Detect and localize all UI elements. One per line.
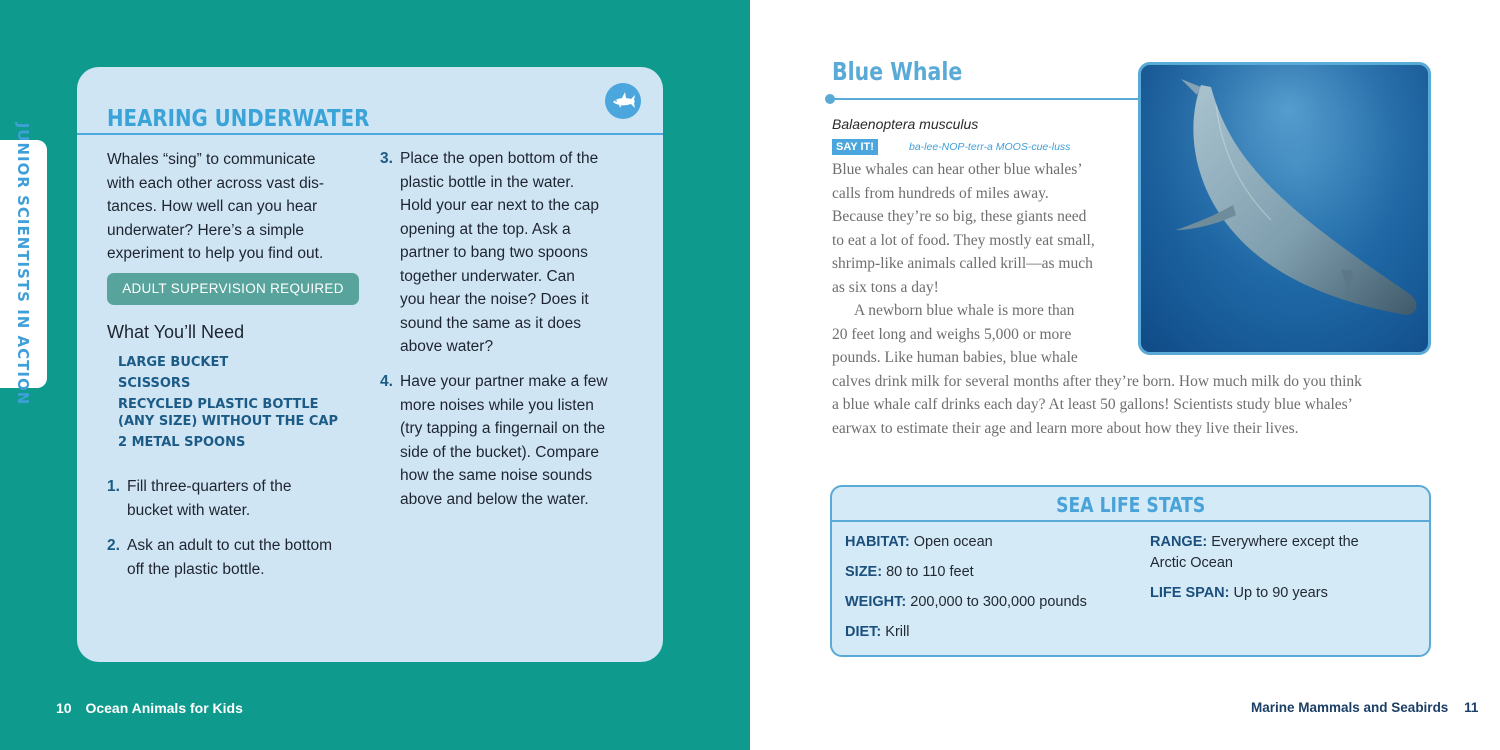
- intro-line: tances. How well can you hear: [107, 198, 318, 215]
- animal-title: Blue Whale: [832, 57, 963, 86]
- adult-supervision-badge: ADULT SUPERVISION REQUIRED: [107, 273, 359, 305]
- stat-value: 80 to 110 feet: [886, 564, 974, 580]
- stat-habitat: [845, 532, 993, 553]
- activity-title: HEARING UNDERWATER: [107, 106, 370, 132]
- stat-value: Open ocean: [913, 534, 993, 550]
- step-text: Have your partner make a few more noises while you listen (try tapping a fingernail on the side of the bucket). Compare how the same noise sounds above and below the water.: [400, 373, 608, 508]
- step-4: [380, 370, 650, 511]
- text-line: A newborn blue whale is more than: [854, 302, 1075, 319]
- stats-header: [832, 487, 1429, 522]
- step-3: [380, 147, 645, 359]
- text-line: calves drink milk for several months after they’re born. How much milk do you think: [832, 372, 1362, 390]
- stat-value: Krill: [885, 624, 910, 640]
- intro-line: with each other across vast dis-: [107, 174, 325, 192]
- stat-label: HABITAT:: [845, 534, 910, 550]
- supply-item: 2 METAL SPOONS: [118, 435, 246, 450]
- intro-line: Whales “sing” to communicate: [107, 151, 316, 168]
- text-line: Because they’re so big, these giants need: [832, 208, 1087, 225]
- stat-diet: [845, 622, 909, 643]
- text-line: as six tons a day!: [832, 278, 939, 296]
- step-text: Fill three-quarters of the bucket with water.: [127, 478, 292, 519]
- stat-size: [845, 562, 974, 583]
- step-text: Ask an adult to cut the bottom off the plastic bottle.: [127, 537, 333, 578]
- left-page-footer: [56, 700, 243, 716]
- title-dot: [825, 94, 835, 104]
- text-line: shrimp-like animals called krill—as much: [832, 255, 1093, 272]
- step-number: 1.: [107, 478, 120, 495]
- stat-label: SIZE:: [845, 564, 883, 580]
- step-number: 2.: [107, 537, 120, 554]
- step-2: [107, 534, 377, 581]
- section-side-tab-label: JUNIOR SCIENTISTS IN ACTION: [14, 122, 32, 406]
- scientific-name: Balaenoptera musculus: [832, 116, 979, 132]
- stat-range: [1150, 532, 1410, 574]
- section-title: Marine Mammals and Seabirds: [1251, 700, 1449, 715]
- intro-line: experiment to help you find out.: [107, 245, 324, 262]
- stat-value: Everywhere except the: [1211, 534, 1359, 550]
- sea-life-stats-box: [830, 485, 1431, 657]
- supply-item: RECYCLED PLASTIC BOTTLE (ANY SIZE) WITHOUT THE CAP: [118, 397, 339, 429]
- step-number: 3.: [380, 150, 393, 167]
- needs-heading: What You’ll Need: [107, 322, 245, 342]
- supplies-list: [118, 354, 338, 455]
- stats-title: SEA LIFE STATS: [1055, 493, 1206, 517]
- intro-text: [107, 148, 357, 266]
- text-line: 20 feet long and weighs 5,000 or more: [832, 325, 1072, 343]
- stat-label: DIET:: [845, 624, 882, 640]
- right-page-footer: [1251, 700, 1478, 715]
- shark-icon: [605, 83, 641, 119]
- stat-value: 200,000 to 300,000 pounds: [910, 594, 1087, 610]
- text-line: a blue whale calf drinks each day? At least 50 gallons! Scientists study blue whales’: [832, 396, 1353, 413]
- page-number: 11: [1464, 700, 1479, 715]
- stat-label: LIFE SPAN:: [1150, 585, 1230, 601]
- activity-card: [77, 67, 663, 662]
- stat-label: RANGE:: [1150, 534, 1208, 550]
- stat-value: Up to 90 years: [1233, 585, 1328, 601]
- step-number: 4.: [380, 373, 393, 390]
- stat-lifespan: [1150, 583, 1328, 604]
- step-text: Place the open bottom of the plastic bottle in the water. Hold your ear next to the cap opening at the top. Ask a partner to bang two spoons together underwater. Can you hear the noise? Does it sound the same as it does above water?: [400, 150, 600, 355]
- title-divider: [77, 133, 663, 135]
- say-it-badge: SAY IT!: [832, 139, 878, 155]
- title-rule: [830, 98, 1142, 100]
- supply-item: SCISSORS: [118, 376, 191, 391]
- intro-line: underwater? Here’s a simple: [107, 221, 305, 239]
- text-line: calls from hundreds of miles away.: [832, 184, 1049, 202]
- pronunciation: ba-lee-NOP-terr-a MOOS-cue-luss: [909, 141, 1071, 153]
- stat-label: WEIGHT:: [845, 594, 907, 610]
- paragraph-2: [832, 299, 1432, 440]
- right-page: [750, 0, 1500, 750]
- stat-weight: [845, 592, 1087, 613]
- stat-value: Arctic Ocean: [1150, 555, 1233, 571]
- book-title: Ocean Animals for Kids: [85, 700, 243, 716]
- step-1: [107, 475, 367, 522]
- text-line: to eat a lot of food. They mostly eat small,: [832, 231, 1095, 249]
- text-line: pounds. Like human babies, blue whale: [832, 349, 1078, 366]
- paragraph-1: [832, 158, 1132, 299]
- page-number: 10: [56, 700, 72, 716]
- text-line: earwax to estimate their age and learn more about how they live their lives.: [832, 419, 1299, 437]
- text-line: Blue whales can hear other blue whales’: [832, 161, 1083, 178]
- supply-item: LARGE BUCKET: [118, 355, 229, 370]
